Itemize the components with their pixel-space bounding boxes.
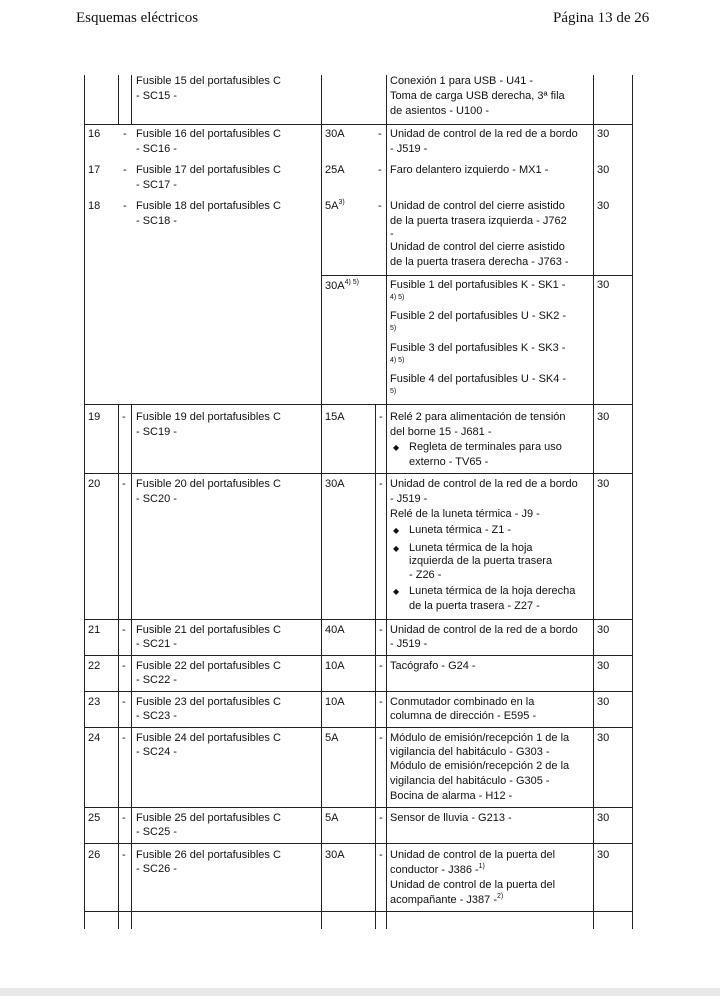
dash: - [123, 200, 127, 212]
fuse-number: 20 [88, 478, 101, 490]
dash: - [123, 128, 127, 140]
consumer-text: Fusible 3 del portafusibles K - SK3 - [390, 342, 566, 354]
fuse-name: Fusible 25 del portafusibles C [136, 812, 281, 824]
dash: - [122, 478, 126, 490]
terminal: 30 [597, 279, 610, 291]
document-title: Esquemas eléctricos [76, 10, 199, 26]
column-divider [131, 75, 132, 125]
fuse-name: Fusible 17 del portafusibles C [136, 164, 281, 176]
consumer-text: - Z26 - [409, 569, 442, 581]
fuse-code: - SC15 - [136, 90, 177, 102]
fuse-code: - SC25 - [136, 826, 177, 838]
consumer-text: Luneta térmica - Z1 - [409, 524, 512, 536]
consumer-text: Relé 2 para alimentación de tensión [390, 411, 566, 423]
fuse-code: - SC19 - [136, 426, 177, 438]
column-divider [386, 275, 387, 405]
amperage: 30A [325, 849, 345, 861]
dash: - [379, 411, 383, 423]
consumer-text: Tacógrafo - G24 - [390, 660, 476, 672]
consumer-text: Unidad de control de la red de a bordo [390, 128, 578, 140]
dash: - [123, 164, 127, 176]
consumer-text: columna de dirección - E595 - [390, 710, 537, 722]
row-divider [84, 124, 633, 125]
amperage: 5A [325, 812, 339, 824]
consumer-text: Faro delantero izquierdo - MX1 - [390, 164, 549, 176]
consumer-text: Unidad de control del cierre asistido [390, 200, 565, 212]
column-divider [321, 75, 322, 929]
consumer-text: Fusible 1 del portafusibles K - SK1 - [390, 279, 566, 291]
dash: - [379, 478, 383, 490]
consumer-text: Unidad de control de la red de a bordo [390, 478, 578, 490]
consumer-text: - J519 - [390, 493, 428, 505]
consumer-text: - J519 - [390, 143, 428, 155]
consumer-text: Bocina de alarma - H12 - [390, 790, 513, 802]
consumer-text: Fusible 2 del portafusibles U - SK2 - [390, 310, 567, 322]
row-divider [84, 843, 633, 844]
footnote-ref: 4) 5) [390, 294, 405, 301]
dash: - [379, 624, 383, 636]
consumer-text: izquierda de la puerta trasera [409, 555, 553, 567]
consumer-text: Fusible 4 del portafusibles U - SK4 - [390, 373, 567, 385]
consumer-text: de la puerta trasera izquierda - J762 [390, 215, 567, 227]
dash: - [122, 624, 126, 636]
fuse-name: Fusible 18 del portafusibles C [136, 200, 281, 212]
fuse-code: - SC18 - [136, 215, 177, 227]
terminal: 30 [597, 732, 610, 744]
dash: - [379, 812, 383, 824]
consumer-text: Módulo de emisión/recepción 2 de la [390, 760, 570, 772]
consumer-text: vigilancia del habitáculo - G305 - [390, 775, 550, 787]
row-divider [84, 807, 633, 808]
column-divider [131, 405, 132, 929]
amperage: 15A [325, 411, 345, 423]
column-divider [321, 275, 322, 405]
dash: - [379, 660, 383, 672]
dash: - [379, 849, 383, 861]
row-divider [84, 404, 633, 405]
terminal: 30 [597, 478, 610, 490]
fuse-number: 24 [88, 732, 101, 744]
consumer-text: Unidad de control de la puerta del [390, 879, 556, 891]
dash: - [122, 812, 126, 824]
column-divider [386, 75, 387, 929]
fuse-name: Fusible 23 del portafusibles C [136, 696, 281, 708]
fuse-number: 16 [88, 128, 101, 140]
dash: - [378, 164, 382, 176]
fuse-number: 19 [88, 411, 101, 423]
terminal: 30 [597, 812, 610, 824]
fuse-name: Fusible 24 del portafusibles C [136, 732, 281, 744]
page-number: Página 13 de 26 [553, 10, 650, 26]
row-divider [84, 473, 633, 474]
consumer-text: Luneta térmica de la hoja derecha [409, 585, 576, 597]
column-divider [118, 75, 119, 125]
row-divider [84, 727, 633, 728]
dash: - [378, 128, 382, 140]
fuse-name: Fusible 20 del portafusibles C [136, 478, 281, 490]
fuse-number: 23 [88, 696, 101, 708]
amperage: 25A [325, 164, 345, 176]
fuse-number: 25 [88, 812, 101, 824]
fuse-name: Fusible 16 del portafusibles C [136, 128, 281, 140]
fuse-code: - SC26 - [136, 863, 177, 875]
fuse-name: Fusible 21 del portafusibles C [136, 624, 281, 636]
column-divider [118, 405, 119, 929]
consumer-text: Relé de la luneta térmica - J9 - [390, 508, 540, 520]
fuse-code: - SC16 - [136, 143, 177, 155]
consumer-text: Unidad de control de la puerta del [390, 849, 556, 861]
consumer-text: de la puerta trasera derecha - J763 - [390, 256, 569, 268]
fuse-number: 26 [88, 849, 101, 861]
consumer-text: Unidad de control de la red de a bordo [390, 624, 578, 636]
row-divider [321, 275, 633, 276]
fuse-code: - SC24 - [136, 746, 177, 758]
amperage: 10A [325, 660, 345, 672]
footnote-ref: 5) [390, 388, 397, 395]
column-divider [593, 75, 594, 929]
terminal: 30 [597, 411, 610, 423]
dash: - [122, 849, 126, 861]
row-divider [84, 691, 633, 692]
terminal: 30 [597, 164, 610, 176]
consumer-text: Regleta de terminales para uso [409, 441, 562, 453]
fuse-number: 17 [88, 164, 101, 176]
consumer-text: Sensor de lluvia - G213 - [390, 812, 512, 824]
terminal: 30 [597, 624, 610, 636]
consumer-text: de la puerta trasera - Z27 - [409, 600, 540, 612]
amperage: $30A^{4) 5)}$ [325, 279, 359, 292]
consumer-text: Conexión 1 para USB - U41 - [390, 75, 534, 87]
fuse-number: 22 [88, 660, 101, 672]
fuse-code: - SC23 - [136, 710, 177, 722]
fuse-code: - SC21 - [136, 638, 177, 650]
terminal: 30 [597, 849, 610, 861]
amperage: 10A [325, 696, 345, 708]
bullet-icon: ◆ [393, 526, 400, 535]
consumer-text: - [390, 228, 394, 240]
dash: - [122, 732, 126, 744]
consumer-text: del borne 15 - J681 - [390, 426, 492, 438]
table-border-left [84, 75, 85, 929]
footnote-ref: 4) 5) [390, 357, 405, 364]
consumer-text: conductor - J386 -$^{1)}$ [390, 863, 485, 876]
row-divider [84, 619, 633, 620]
consumer-text: Conmutador combinado en la [390, 696, 535, 708]
fuse-name: Fusible 26 del portafusibles C [136, 849, 281, 861]
terminal: 30 [597, 696, 610, 708]
dash: - [122, 696, 126, 708]
fuse-name: Fusible 15 del portafusibles C [136, 75, 281, 87]
consumer-text: Unidad de control del cierre asistido [390, 241, 565, 253]
consumer-text: de asientos - U100 - [390, 105, 490, 117]
bullet-icon: ◆ [393, 443, 400, 452]
fuse-name: Fusible 22 del portafusibles C [136, 660, 281, 672]
consumer-text: Toma de carga USB derecha, 3ª fila [390, 90, 565, 102]
dash: - [122, 660, 126, 672]
amperage: 30A [325, 128, 345, 140]
row-divider [84, 911, 633, 912]
amperage: 5A [325, 732, 339, 744]
fuse-code: - SC22 - [136, 674, 177, 686]
fuse-number: 18 [88, 200, 101, 212]
footnote-ref: 5) [390, 325, 397, 332]
consumer-text: Módulo de emisión/recepción 1 de la [390, 732, 570, 744]
terminal: 30 [597, 200, 610, 212]
consumer-text: Luneta térmica de la hoja [409, 542, 533, 554]
amperage: 40A [325, 624, 345, 636]
consumer-text: - J519 - [390, 638, 428, 650]
fuse-code: - SC20 - [136, 493, 177, 505]
dash: - [122, 411, 126, 423]
table-border-right [632, 75, 633, 929]
fuse-number: 21 [88, 624, 101, 636]
row-divider [84, 655, 633, 656]
amperage: $5A^{3)}$ [325, 199, 345, 212]
consumer-text: externo - TV65 - [409, 456, 489, 468]
bullet-icon: ◆ [393, 587, 400, 596]
dash: - [378, 200, 382, 212]
dash: - [379, 732, 383, 744]
terminal: 30 [597, 660, 610, 672]
fuse-name: Fusible 19 del portafusibles C [136, 411, 281, 423]
column-divider [375, 405, 376, 929]
bullet-icon: ◆ [393, 544, 400, 553]
dash: - [379, 696, 383, 708]
fuse-code: - SC17 - [136, 179, 177, 191]
consumer-text: vigilancia del habitáculo - G303 - [390, 746, 550, 758]
terminal: 30 [597, 128, 610, 140]
amperage: 30A [325, 478, 345, 490]
consumer-text: acompañante - J387 -$^{2)}$ [390, 893, 504, 906]
